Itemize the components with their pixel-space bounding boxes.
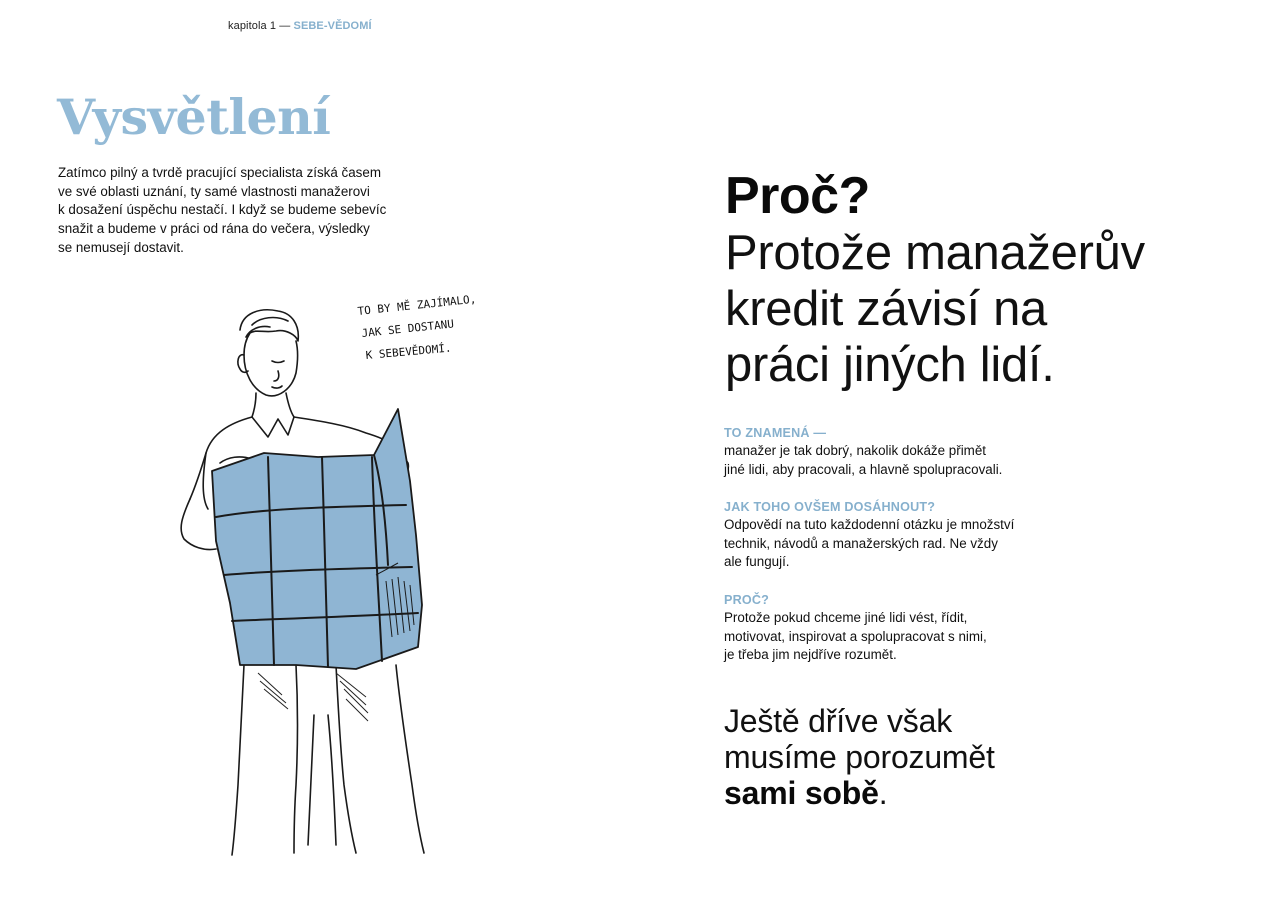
speech-bubble-text: [357, 293, 477, 362]
speech-line: TO BY MĚ ZAJÍMALO,: [356, 292, 477, 318]
closing-statement: [724, 703, 1144, 811]
man-reading-map-illustration: [160, 285, 500, 860]
intro-line: k dosažení úspěchu nestačí. I když se budeme sebevíc: [58, 202, 387, 218]
right-page: [636, 0, 1273, 900]
qa-text: [724, 516, 1084, 572]
qa-block-meaning: [724, 425, 1084, 479]
qa-block-why: [724, 592, 1084, 665]
closing-line: Ještě dříve však: [724, 703, 953, 739]
answer-line: práci jiných lidí.: [725, 338, 1055, 392]
chapter-name: SEBE-VĚDOMÍ: [293, 20, 372, 32]
qa-line: Odpovědí na tuto každodenní otázku je množství: [724, 517, 1015, 532]
qa-label: PROČ?: [724, 593, 770, 607]
qa-line: technik, návodů a manažerských rad. Ne vždy: [724, 535, 998, 551]
qa-text: [724, 609, 1084, 665]
folded-map: [212, 409, 422, 669]
chapter-number: kapitola 1 —: [228, 20, 291, 32]
section-title: Vysvětlení: [57, 88, 331, 146]
qa-line: Protože pokud chceme jiné lidi vést, řídit,: [724, 610, 968, 625]
speech-line: JAK SE DOSTANU: [360, 317, 455, 340]
qa-label: TO ZNAMENÁ —: [724, 426, 827, 440]
qa-block-how: [724, 499, 1084, 572]
running-head: [228, 20, 372, 32]
qa-line: motivovat, inspirovat a spolupracovat s nimi,: [724, 628, 987, 644]
intro-line: ve své oblasti uznání, ty samé vlastnosti manažerovi: [58, 183, 370, 199]
intro-line: snažit a budeme v práci od rána do večera, výsledky: [58, 221, 370, 237]
intro-line: se nemusejí dostavit.: [58, 239, 184, 255]
intro-line: Zatímco pilný a tvrdě pracující specialista získá časem: [58, 165, 381, 180]
qa-line: je třeba jim nejdříve rozumět.: [724, 647, 897, 663]
qa-line: ale fungují.: [724, 554, 790, 570]
closing-line: musíme porozumět: [724, 739, 995, 775]
main-answer: [725, 225, 1245, 393]
closing-period: .: [878, 775, 888, 811]
qa-label: JAK TOHO OVŠEM DOSÁHNOUT?: [724, 500, 936, 514]
intro-paragraph: [58, 164, 428, 258]
qa-line: jiné lidi, aby pracovali, a hlavně spolupracovali.: [724, 461, 1003, 477]
main-question: Proč?: [725, 167, 870, 225]
answer-line: Protože manažerův: [725, 226, 1145, 280]
left-page: [0, 0, 636, 900]
answer-line: kredit závisí na: [725, 282, 1048, 336]
qa-line: manažer je tak dobrý, nakolik dokáže přimět: [724, 443, 986, 458]
qa-text: [724, 442, 1084, 479]
leg-shadow-hatching: [258, 673, 368, 721]
speech-line: K SEBEVĚDOMÍ.: [365, 341, 453, 362]
closing-emphasis: sami sobě: [724, 775, 879, 811]
